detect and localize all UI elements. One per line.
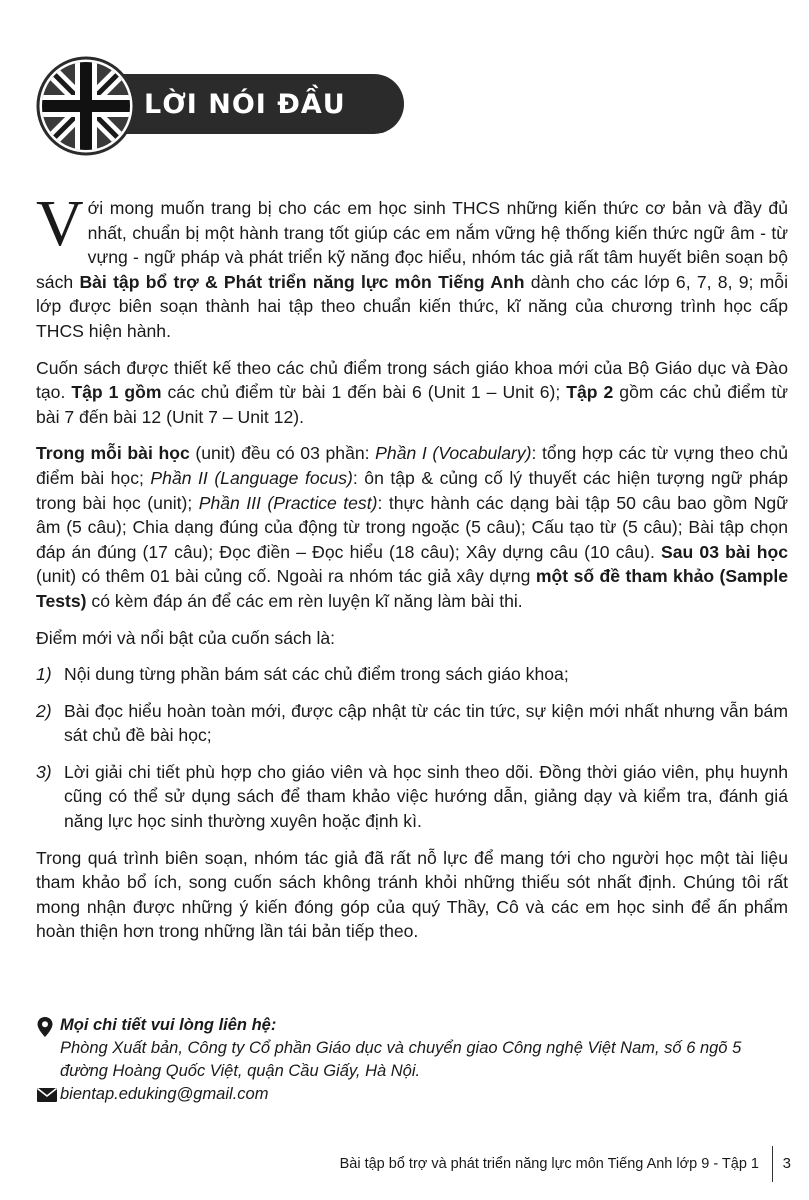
lesson-text-3: : ôn tập & củng cố lý thuyết các hiện tượng ngữ pháp trong bài học (unit); bbox=[36, 467, 788, 513]
section-header bbox=[36, 56, 408, 156]
contact-email[interactable]: bientap.eduking@gmail.com bbox=[60, 1085, 269, 1103]
closing-paragraph: Trong quá trình biên soạn, nhóm tác giả đã rất nỗ lực để mang tới cho người học một tài liệu tham khảo bổ ích, song cuốn sách không tránh khỏi những thiếu sót nhất định. Chúng tôi rất mong nhận được những ý kiến đóng góp của quý Thầy, Cô và các em học sinh để ấn phẩm hoàn thiện hơn trong những lần tái bản tiếp theo. bbox=[36, 847, 788, 942]
part-1-label: Phần I (Vocabulary) bbox=[375, 443, 532, 464]
intro-text-2: dành cho các lớp 6, 7, 8, 9; mỗi lớp được biên soạn thành hai tập theo chuẩn kiến thức, kĩ năng của chương trình học cấp THCS hiện hành. bbox=[36, 271, 789, 341]
structure-text-2: các chủ điểm từ bài 1 đến bài 6 (Unit 1 – Unit 6); bbox=[161, 382, 567, 403]
lesson-text-5: (unit) có thêm 01 bài củng cố. Ngoài ra nhóm tác giả xây dựng bbox=[36, 566, 536, 587]
highlights-intro: Điểm mới và nổi bật của cuốn sách là: bbox=[36, 627, 336, 648]
footer-divider bbox=[772, 1146, 773, 1182]
lesson-paragraph bbox=[36, 441, 788, 613]
list-number: 3) bbox=[36, 761, 52, 782]
page-number: 3 bbox=[782, 1155, 791, 1172]
contact-address-row bbox=[36, 1014, 788, 1083]
lesson-text-4: : thực hành các dạng bài tập 50 câu bao gồm Ngữ âm (5 câu); Chia dạng đúng của động từ trong ngoặc (5 câu); Cấu tạo từ (5 câu); Bài tập chọn đáp án đúng (17 câu); Đọc điền – Đọc hiểu (18 câu); Xây dựng câu (10 câu). bbox=[36, 492, 788, 562]
after-3-lessons: Sau 03 bài học bbox=[661, 541, 788, 562]
list-text: Lời giải chi tiết phù hợp cho giáo viên và học sinh theo dõi. Đồng thời giáo viên, phụ huynh cũng có thể sử dụng sách để tham khảo việc hướng dẫn, giảng dạy và kiểm tra, đánh giá năng lực học sinh thường xuyên hoặc định kì. bbox=[64, 761, 788, 832]
list-number: 2) bbox=[36, 700, 52, 721]
structure-paragraph bbox=[36, 356, 788, 430]
lesson-text-1: (unit) đều có 03 phần: bbox=[189, 443, 376, 464]
contact-block bbox=[36, 1014, 788, 1106]
list-number: 1) bbox=[36, 664, 52, 685]
structure-text-1: Cuốn sách được thiết kế theo các chủ điểm trong sách giáo khoa mới của Bộ Giáo dục và Đào tạo. bbox=[36, 357, 788, 403]
list-item bbox=[36, 760, 788, 834]
main-content bbox=[36, 187, 789, 956]
intro-text-1: ới mong muốn trang bị cho các em học sinh THCS những kiến thức cơ bản và đầy đủ nhất, chuẩn bị một hành trang tốt giúp các em nắm vững hệ thống kiến thức ngữ âm - từ vựng - ngữ pháp và phát triển kỹ năng đọc hiểu, nhóm tác giả rất tâm huyết biên soạn bộ sách bbox=[36, 198, 788, 292]
contact-heading: Mọi chi tiết vui lòng liên hệ: bbox=[60, 1016, 277, 1034]
structure-text-3: gồm các chủ điểm từ bài 7 đến bài 12 (Unit 7 – Unit 12). bbox=[36, 382, 789, 427]
page-title: LỜI NÓI ĐẦU bbox=[144, 89, 346, 120]
part-3-label: Phần III (Practice test) bbox=[198, 492, 378, 513]
running-footer: Bài tập bổ trợ và phát triển năng lực môn Tiếng Anh lớp 9 - Tập 1 bbox=[339, 1156, 759, 1172]
volume-1-label: Tập 1 gồm bbox=[71, 382, 162, 403]
list-item bbox=[36, 699, 788, 748]
lesson-text-6: có kèm đáp án để các em rèn luyện kĩ năng làm bài thi. bbox=[86, 590, 523, 611]
envelope-icon bbox=[36, 1087, 58, 1103]
union-jack-icon bbox=[36, 56, 136, 156]
list-text: Bài đọc hiểu hoàn toàn mới, được cập nhật từ các tin tức, sự kiện mới nhất nhưng vẫn bám sát chủ đề bài học; bbox=[64, 700, 788, 746]
sample-tests-label: một số đề tham khảo (Sample Tests) bbox=[36, 566, 788, 611]
contact-address: Phòng Xuất bản, Công ty Cổ phần Giáo dục và chuyển giao Công nghệ Việt Nam, số 6 ngõ 5 đường Hoàng Quốc Việt, quận Cầu Giấy, Hà Nội. bbox=[60, 1039, 742, 1080]
list-item bbox=[36, 662, 788, 687]
drop-cap: V bbox=[36, 187, 84, 260]
lesson-text-2: : tổng hợp các từ vựng theo chủ điểm bài học; bbox=[36, 443, 788, 488]
book-title: Bài tập bổ trợ & Phát triển năng lực môn Tiếng Anh bbox=[79, 271, 525, 292]
list-text: Nội dung từng phần bám sát các chủ điểm trong sách giáo khoa; bbox=[64, 664, 569, 685]
location-pin-icon bbox=[36, 1016, 54, 1038]
intro-paragraph bbox=[36, 187, 789, 344]
lesson-lead: Trong mỗi bài học bbox=[36, 443, 190, 464]
contact-email-row bbox=[36, 1083, 788, 1106]
part-2-label: Phần II (Language focus) bbox=[150, 467, 353, 488]
volume-2-label: Tập 2 bbox=[566, 382, 614, 403]
